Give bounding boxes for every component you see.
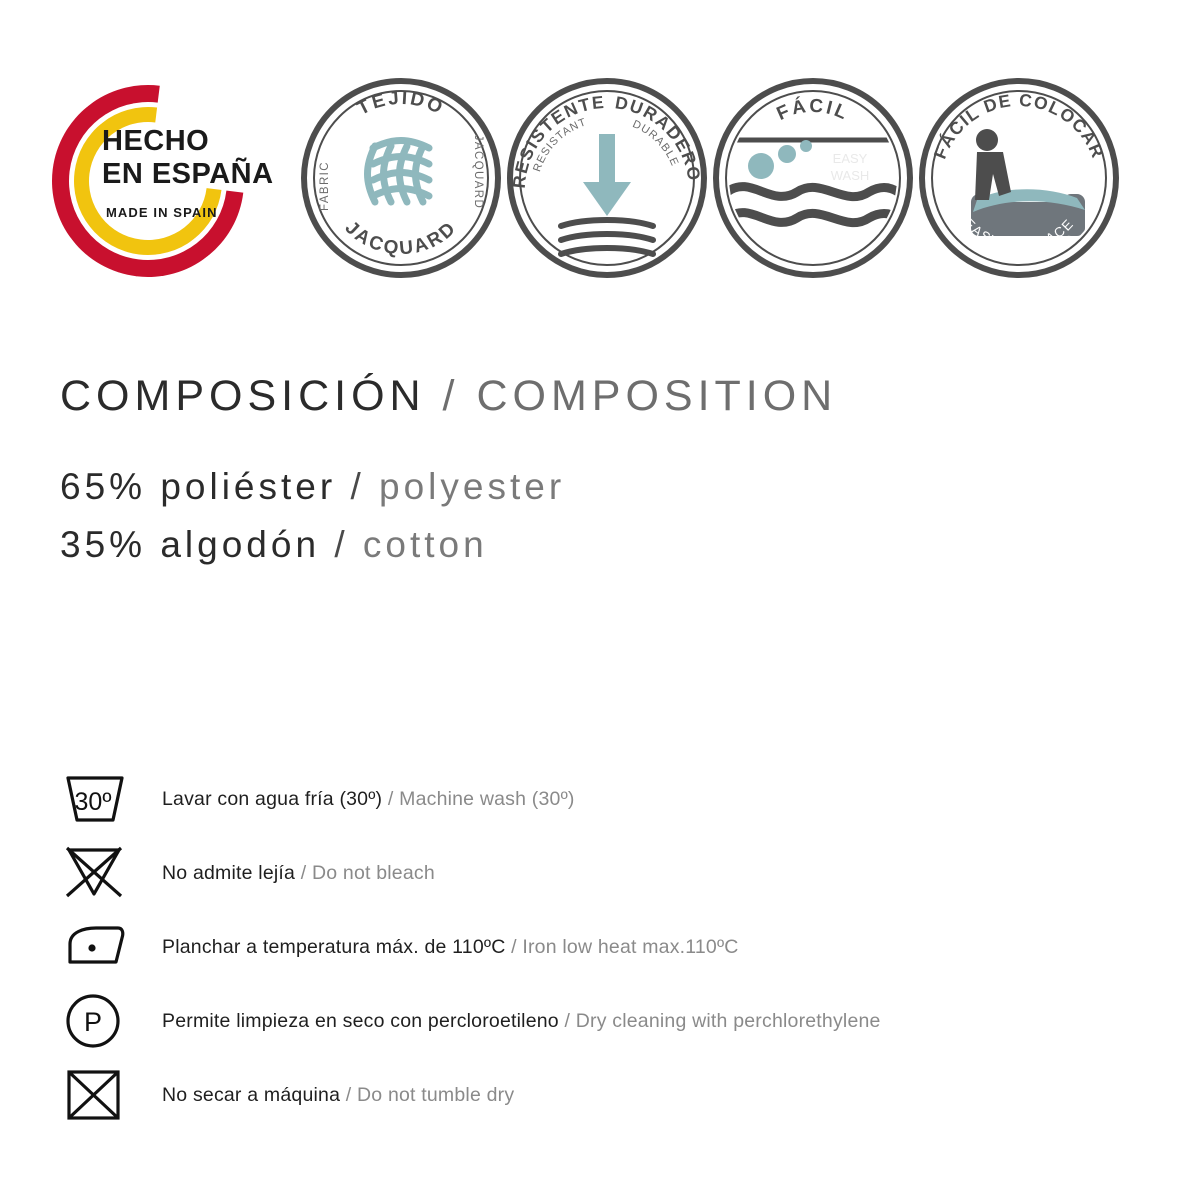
badge-resistant-durable (503, 74, 711, 282)
badge-made-in-spain (44, 73, 299, 283)
composition-line (60, 466, 1140, 508)
care-text-es: No admite lejía (162, 861, 296, 884)
care-row (62, 1058, 1152, 1132)
care-row (62, 836, 1152, 910)
composition-section (60, 372, 1140, 582)
seal-jacquard-right-text: JACQUARD (472, 134, 484, 209)
composition-line-es: 65% poliéster (60, 466, 337, 507)
care-text-en: Do not tumble dry (357, 1083, 515, 1106)
care-row (62, 984, 1152, 1058)
seal-durable-sub-text: DURABLE (630, 117, 681, 168)
composition-line (60, 524, 1140, 566)
care-row (62, 762, 1152, 836)
composition-line-separator: / (334, 524, 349, 565)
care-text (162, 1084, 514, 1107)
composition-line-es: 35% algodón (60, 524, 321, 565)
do-not-bleach-icon (62, 842, 134, 904)
care-text (162, 788, 575, 811)
dry-clean-letter: P (83, 1007, 103, 1037)
composition-line-separator: / (350, 466, 365, 507)
badges-row (44, 70, 1164, 285)
seal-jacquard-bottom-text: JACQUARD (340, 216, 462, 259)
seal-jacquard-top-text: TEJIDO (353, 87, 448, 120)
seal-easy-wash-top-text: FÁCIL (773, 95, 853, 125)
seal-resistant-left-text: RESISTENTE (508, 91, 607, 189)
care-text-en: Machine wash (30º) (399, 787, 575, 810)
seal-easy-place-top-text: FÁCIL DE COLOCAR (929, 89, 1109, 162)
svg-text:FÁCIL (774, 94, 853, 124)
spain-line-2: EN ESPAÑA (102, 158, 274, 191)
care-text-separator: / (511, 935, 517, 958)
dry-clean-p-icon (62, 990, 134, 1052)
wash-30-icon (62, 768, 134, 830)
composition-title-separator: / (442, 372, 460, 420)
care-text (162, 862, 435, 885)
seal-easy-wash-inner-line2: WASH (830, 167, 870, 183)
do-not-tumble-dry-icon (62, 1064, 134, 1126)
composition-title (60, 372, 1140, 421)
care-text (162, 936, 739, 959)
care-text-separator: / (564, 1009, 571, 1032)
care-text-en: Do not bleach (311, 861, 435, 884)
composition-line-en: polyester (379, 466, 566, 507)
care-text-en: Iron low heat max.110ºC (522, 935, 739, 958)
spain-made-in-spain: MADE IN SPAIN (106, 204, 218, 220)
care-text-es: No secar a máquina (162, 1083, 341, 1106)
care-text-es: Permite limpieza en seco con percloroetileno (162, 1009, 559, 1032)
composition-lines (60, 466, 1140, 566)
care-text-separator: / (345, 1083, 352, 1106)
seal-jacquard-left-text: FABRIC (319, 160, 331, 211)
care-text-es: Planchar a temperatura máx. de 110ºC (162, 935, 506, 958)
composition-line-en: cotton (362, 524, 488, 565)
care-instructions-list (62, 762, 1152, 1132)
seal-easy-place-bottom-text: EASY TO PLACE (961, 215, 1077, 253)
seal-easy-wash-inner-line1: EASY (832, 150, 868, 166)
wash-temperature-label: 30º (74, 788, 112, 816)
spain-line-1: HECHO (102, 124, 210, 157)
seal-durable-right-text: DURADERO (613, 91, 705, 183)
badge-jacquard-fabric (297, 74, 505, 282)
care-text (162, 1010, 881, 1033)
badge-easy-to-place (915, 74, 1123, 282)
composition-title-en: COMPOSITION (476, 372, 838, 420)
care-text-en: Dry cleaning with perchlorethylene (575, 1009, 881, 1032)
seal-resistant-sub-text: RESISTANT (531, 115, 589, 173)
badge-easy-wash (709, 74, 917, 282)
svg-text:LAVADO (767, 224, 859, 257)
svg-text:TEJIDO (354, 87, 448, 119)
composition-title-es: COMPOSICIÓN (60, 372, 426, 420)
seal-easy-wash-bottom-text: LAVADO (767, 223, 859, 257)
care-text-separator: / (300, 861, 307, 884)
care-text-separator: / (387, 787, 394, 810)
care-text-es: Lavar con agua fría (30º) (162, 787, 383, 810)
spain-badge-text (102, 125, 297, 220)
care-row (62, 910, 1152, 984)
iron-low-heat-icon (62, 916, 134, 978)
